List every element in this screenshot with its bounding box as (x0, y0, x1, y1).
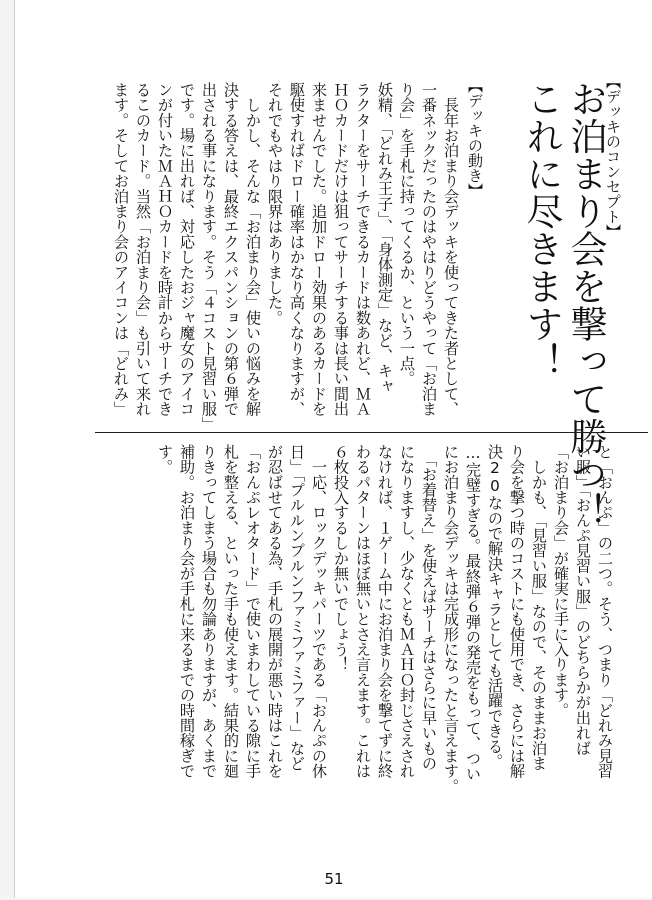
lower-line: …完璧すぎる。最終弾６弾の発売をもって、つい (464, 444, 482, 782)
lower-line: 決20なので解決キャラとしても活躍できる。 (486, 444, 504, 769)
concept-heading: 【デッキのコンセプト】 (604, 74, 622, 239)
lower-line: と「おんぷ」の二つ。そう、つまり「どれみ見習 (596, 444, 614, 779)
section-divider (95, 432, 648, 433)
lower-line: い服」「おんぷ見習い服」のどちらかが出れば (574, 444, 592, 756)
upper-line: ンが付いたＭＡＨＯカードを時計からサーチでき (156, 82, 174, 417)
lower-line: 札を整える、といった手も使えます。結果的に廻 (222, 444, 240, 779)
lower-line: なければ、１ゲーム中にお泊まり会を撃てずに終 (376, 444, 394, 779)
lower-line: 「お着替え」を使えばサーチはさらに早いもの (420, 444, 438, 771)
title-line-2: これに尽きます！ (520, 80, 563, 380)
title-line-1: お泊まり会を撃って勝つ！ (564, 80, 607, 530)
upper-line: 妖精、「どれみ王子」、「身体測定」など、キャ (376, 82, 394, 394)
lower-line: しかも、「見習い服」なので、そのままお泊ま (530, 444, 548, 771)
upper-line: 来ませんでした。追加ドロー効果のあるカードを (310, 82, 328, 417)
upper-line: 長年お泊まり会デッキを使ってきた者として、 (442, 82, 460, 417)
lower-line: ６枚投入するしか無いでしょう！ (332, 444, 350, 672)
upper-line: 出される事になります。そう「４コスト見習い服」 (200, 82, 218, 432)
lower-line: す。 (156, 444, 174, 475)
lower-line: 日」「プルルンプルンファミファミファー」など (288, 444, 306, 771)
upper-line: 決する答えは、最終エクスパンションの第６弾で (222, 82, 240, 417)
upper-line: り会」を手札に持ってくるか、という一点。 (398, 82, 416, 386)
upper-line: るこのカード。当然「お泊まり会」も引いて来れ (134, 82, 152, 417)
lower-line: 「お泊まり会」が確実に手に入ります。 (552, 444, 570, 718)
lower-line: わるパターンはほぼ無いとさえ言えます。これは (354, 444, 372, 779)
upper-line: ラクターをサーチできるカードは数あれど、ＭＡ (354, 82, 372, 417)
upper-line: しかし、そんな「お泊まり会」使いの悩みを解 (244, 82, 262, 417)
lower-line: 補助。お泊まり会が手札に来るまでの時間稼ぎで (178, 444, 196, 779)
upper-line: それでもやはり限界はありました。 (266, 82, 284, 326)
lower-line: にお泊まり会デッキは完成形になったと言えます。 (442, 444, 460, 794)
upper-line: ＨＯカードだけは狙ってサーチする事は長い間出 (332, 82, 350, 417)
lower-line: 「おんぷレオタード」で使いまわしている隙に手 (244, 444, 262, 779)
lower-line: りきってしまう場合も勿論ありますが、あくまで (200, 444, 218, 779)
page-number: 51 (324, 870, 344, 888)
lower-line: り会を撃つ時のコストにも使用でき、さらには解 (508, 444, 526, 779)
upper-line: 一番ネックだったのはやはりどうやって「お泊ま (420, 82, 438, 417)
lower-line: になりますし、少なくともＭＡＨＯ封じさえされ (398, 444, 416, 779)
lower-line: 一応、ロックデッキパーツである「おんぷの休 (310, 444, 328, 779)
upper-line: ます。そしてお泊まり会のアイコンは「どれみ」 (112, 82, 130, 417)
upper-line: 駆使すればドロー確率はかなり高くなりますが、 (288, 82, 306, 417)
moves-heading: 【デッキの動き】 (466, 78, 484, 198)
lower-line: が忍ばせてある為、手札の展開が悪い時はこれを (266, 444, 284, 779)
upper-line: です。場に出れば、対応したおジャ魔女のアイコ (178, 82, 196, 417)
page (14, 0, 652, 898)
